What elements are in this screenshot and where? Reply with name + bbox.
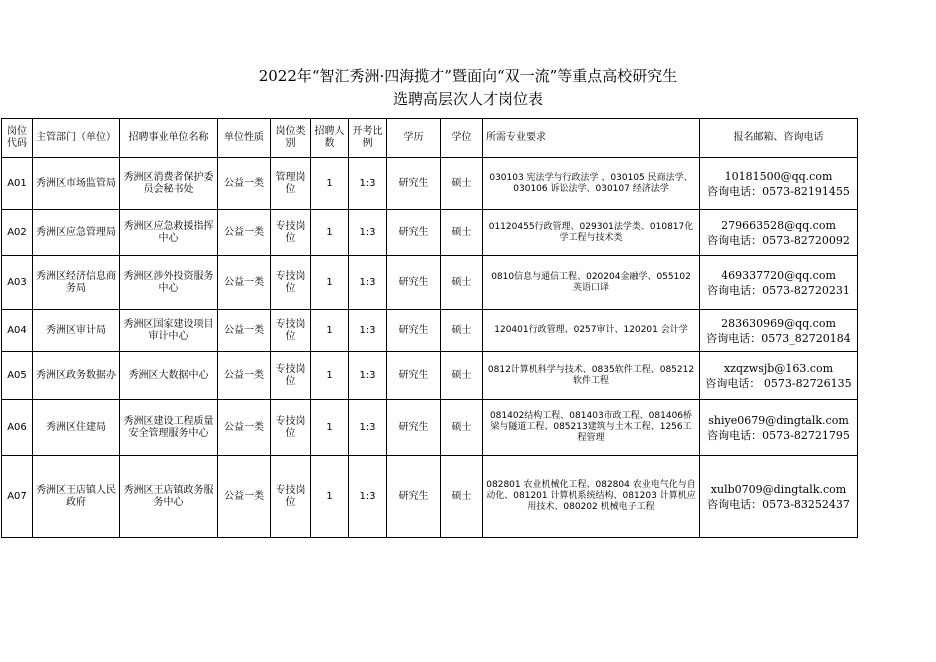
cell-nature: 公益一类 [218, 310, 271, 352]
cell-count: 1 [311, 210, 349, 256]
cell-code: A01 [2, 158, 33, 210]
cell-education: 研究生 [387, 310, 441, 352]
cell-code: A04 [2, 310, 33, 352]
cell-count: 1 [311, 456, 349, 538]
cell-major: 082801 农业机械化工程、082804 农业电气化与自动化、081201 计算机系统结构、081203 计算机应用技术、080202 机械电子工程 [483, 456, 700, 538]
cell-degree: 硕士 [441, 310, 483, 352]
cell-nature: 公益一类 [218, 210, 271, 256]
contact-phone: 咨询电话：0573_82720184 [706, 331, 851, 345]
contact-email: xulb0709@dingtalk.com [710, 482, 847, 496]
cell-education: 研究生 [387, 210, 441, 256]
page-title-line1: 2022年“智汇秀洲·四海揽才”暨面向“双一流”等重点高校研究生 [258, 67, 678, 85]
header-major: 所需专业要求 [483, 119, 700, 158]
header-category: 岗位类别 [271, 119, 311, 158]
contact-email: 283630969@qq.com [721, 316, 836, 330]
cell-code: A03 [2, 256, 33, 310]
header-count: 招聘人数 [311, 119, 349, 158]
cell-unit: 秀洲区消费者保护委员会秘书处 [120, 158, 218, 210]
page-title-line2: 选聘高层次人才岗位表 [392, 90, 543, 108]
cell-category: 专技岗位 [271, 352, 311, 400]
cell-nature: 公益一类 [218, 352, 271, 400]
table-row [2, 310, 858, 352]
contact-email: 469337720@qq.com [721, 268, 836, 282]
cell-ratio: 1:3 [349, 158, 387, 210]
table-row [2, 456, 858, 538]
cell-dept: 秀洲区审计局 [33, 310, 120, 352]
cell-ratio: 1:3 [349, 352, 387, 400]
cell-ratio: 1:3 [349, 256, 387, 310]
cell-contact [700, 352, 858, 400]
cell-contact [700, 456, 858, 538]
cell-education: 研究生 [387, 400, 441, 456]
contact-phone: 咨询电话：0573-82720231 [707, 283, 850, 297]
cell-dept: 秀洲区政务数据办 [33, 352, 120, 400]
cell-unit: 秀洲区大数据中心 [120, 352, 218, 400]
cell-unit: 秀洲区建设工程质量安全管理服务中心 [120, 400, 218, 456]
cell-count: 1 [311, 158, 349, 210]
table-row [2, 400, 858, 456]
header-code: 岗位代码 [2, 119, 33, 158]
cell-major: 030103 宪法学与行政法学 、030105 民商法学、030106 诉讼法学、030107 经济法学 [483, 158, 700, 210]
cell-category: 专技岗位 [271, 310, 311, 352]
cell-contact [700, 310, 858, 352]
cell-degree: 硕士 [441, 210, 483, 256]
header-contact: 报名邮箱、咨询电话 [700, 119, 858, 158]
table-row [2, 158, 858, 210]
cell-count: 1 [311, 256, 349, 310]
cell-ratio: 1:3 [349, 310, 387, 352]
cell-dept: 秀洲区经济信息商务局 [33, 256, 120, 310]
header-education: 学历 [387, 119, 441, 158]
cell-category: 专技岗位 [271, 456, 311, 538]
contact-phone: 咨询电话： 0573-82726135 [705, 376, 852, 390]
table-header-row [2, 119, 858, 158]
cell-category: 专技岗位 [271, 400, 311, 456]
table-row [2, 352, 858, 400]
cell-contact [700, 400, 858, 456]
cell-degree: 硕士 [441, 352, 483, 400]
contact-email: 10181500@qq.com [724, 169, 833, 183]
cell-category: 专技岗位 [271, 256, 311, 310]
cell-dept: 秀洲区应急管理局 [33, 210, 120, 256]
contact-email: xzqzwsjb@163.com [723, 361, 834, 375]
cell-dept: 秀洲区住建局 [33, 400, 120, 456]
header-ratio: 开考比例 [349, 119, 387, 158]
cell-unit: 秀洲区涉外投资服务中心 [120, 256, 218, 310]
cell-major: 01120455行政管理、029301法学类、010817化学工程与技术类 [483, 210, 700, 256]
cell-education: 研究生 [387, 352, 441, 400]
positions-table [1, 118, 858, 538]
contact-phone: 咨询电话：0573-82191455 [707, 184, 850, 198]
cell-major: 0810信息与通信工程、020204金融学、055102 英语口译 [483, 256, 700, 310]
cell-major: 0812计算机科学与技术、0835软件工程、085212软件工程 [483, 352, 700, 400]
contact-email: 279663528@qq.com [721, 218, 836, 232]
cell-ratio: 1:3 [349, 400, 387, 456]
cell-contact [700, 210, 858, 256]
cell-code: A05 [2, 352, 33, 400]
cell-dept: 秀洲区王店镇人民政府 [33, 456, 120, 538]
contact-email: shiye0679@dingtalk.com [708, 413, 849, 427]
table-row [2, 210, 858, 256]
cell-count: 1 [311, 400, 349, 456]
cell-unit: 秀洲区应急救援指挥中心 [120, 210, 218, 256]
cell-degree: 硕士 [441, 158, 483, 210]
cell-degree: 硕士 [441, 256, 483, 310]
cell-contact [700, 256, 858, 310]
cell-code: A07 [2, 456, 33, 538]
cell-category: 专技岗位 [271, 210, 311, 256]
cell-ratio: 1:3 [349, 456, 387, 538]
table-row [2, 256, 858, 310]
cell-nature: 公益一类 [218, 400, 271, 456]
cell-nature: 公益一类 [218, 256, 271, 310]
cell-category: 管理岗位 [271, 158, 311, 210]
cell-education: 研究生 [387, 256, 441, 310]
cell-dept: 秀洲区市场监管局 [33, 158, 120, 210]
header-degree: 学位 [441, 119, 483, 158]
contact-phone: 咨询电话：0573-83252437 [707, 497, 850, 511]
cell-code: A06 [2, 400, 33, 456]
cell-education: 研究生 [387, 158, 441, 210]
cell-degree: 硕士 [441, 456, 483, 538]
contact-phone: 咨询电话：0573-82721795 [707, 428, 850, 442]
cell-code: A02 [2, 210, 33, 256]
header-dept: 主管部门（单位） [33, 119, 120, 158]
cell-unit: 秀洲区王店镇政务服务中心 [120, 456, 218, 538]
cell-major: 081402结构工程、081403市政工程、081406桥梁与隧道工程、085213建筑与土木工程、1256工程管理 [483, 400, 700, 456]
cell-count: 1 [311, 310, 349, 352]
cell-nature: 公益一类 [218, 456, 271, 538]
cell-nature: 公益一类 [218, 158, 271, 210]
cell-major: 120401行政管理、0257审计、120201 会计学 [483, 310, 700, 352]
cell-degree: 硕士 [441, 400, 483, 456]
cell-contact [700, 158, 858, 210]
table-body [2, 158, 858, 538]
header-nature: 单位性质 [218, 119, 271, 158]
cell-education: 研究生 [387, 456, 441, 538]
header-unit: 招聘事业单位名称 [120, 119, 218, 158]
contact-phone: 咨询电话：0573-82720092 [707, 233, 850, 247]
cell-count: 1 [311, 352, 349, 400]
cell-ratio: 1:3 [349, 210, 387, 256]
cell-unit: 秀洲区国家建设项目审计中心 [120, 310, 218, 352]
